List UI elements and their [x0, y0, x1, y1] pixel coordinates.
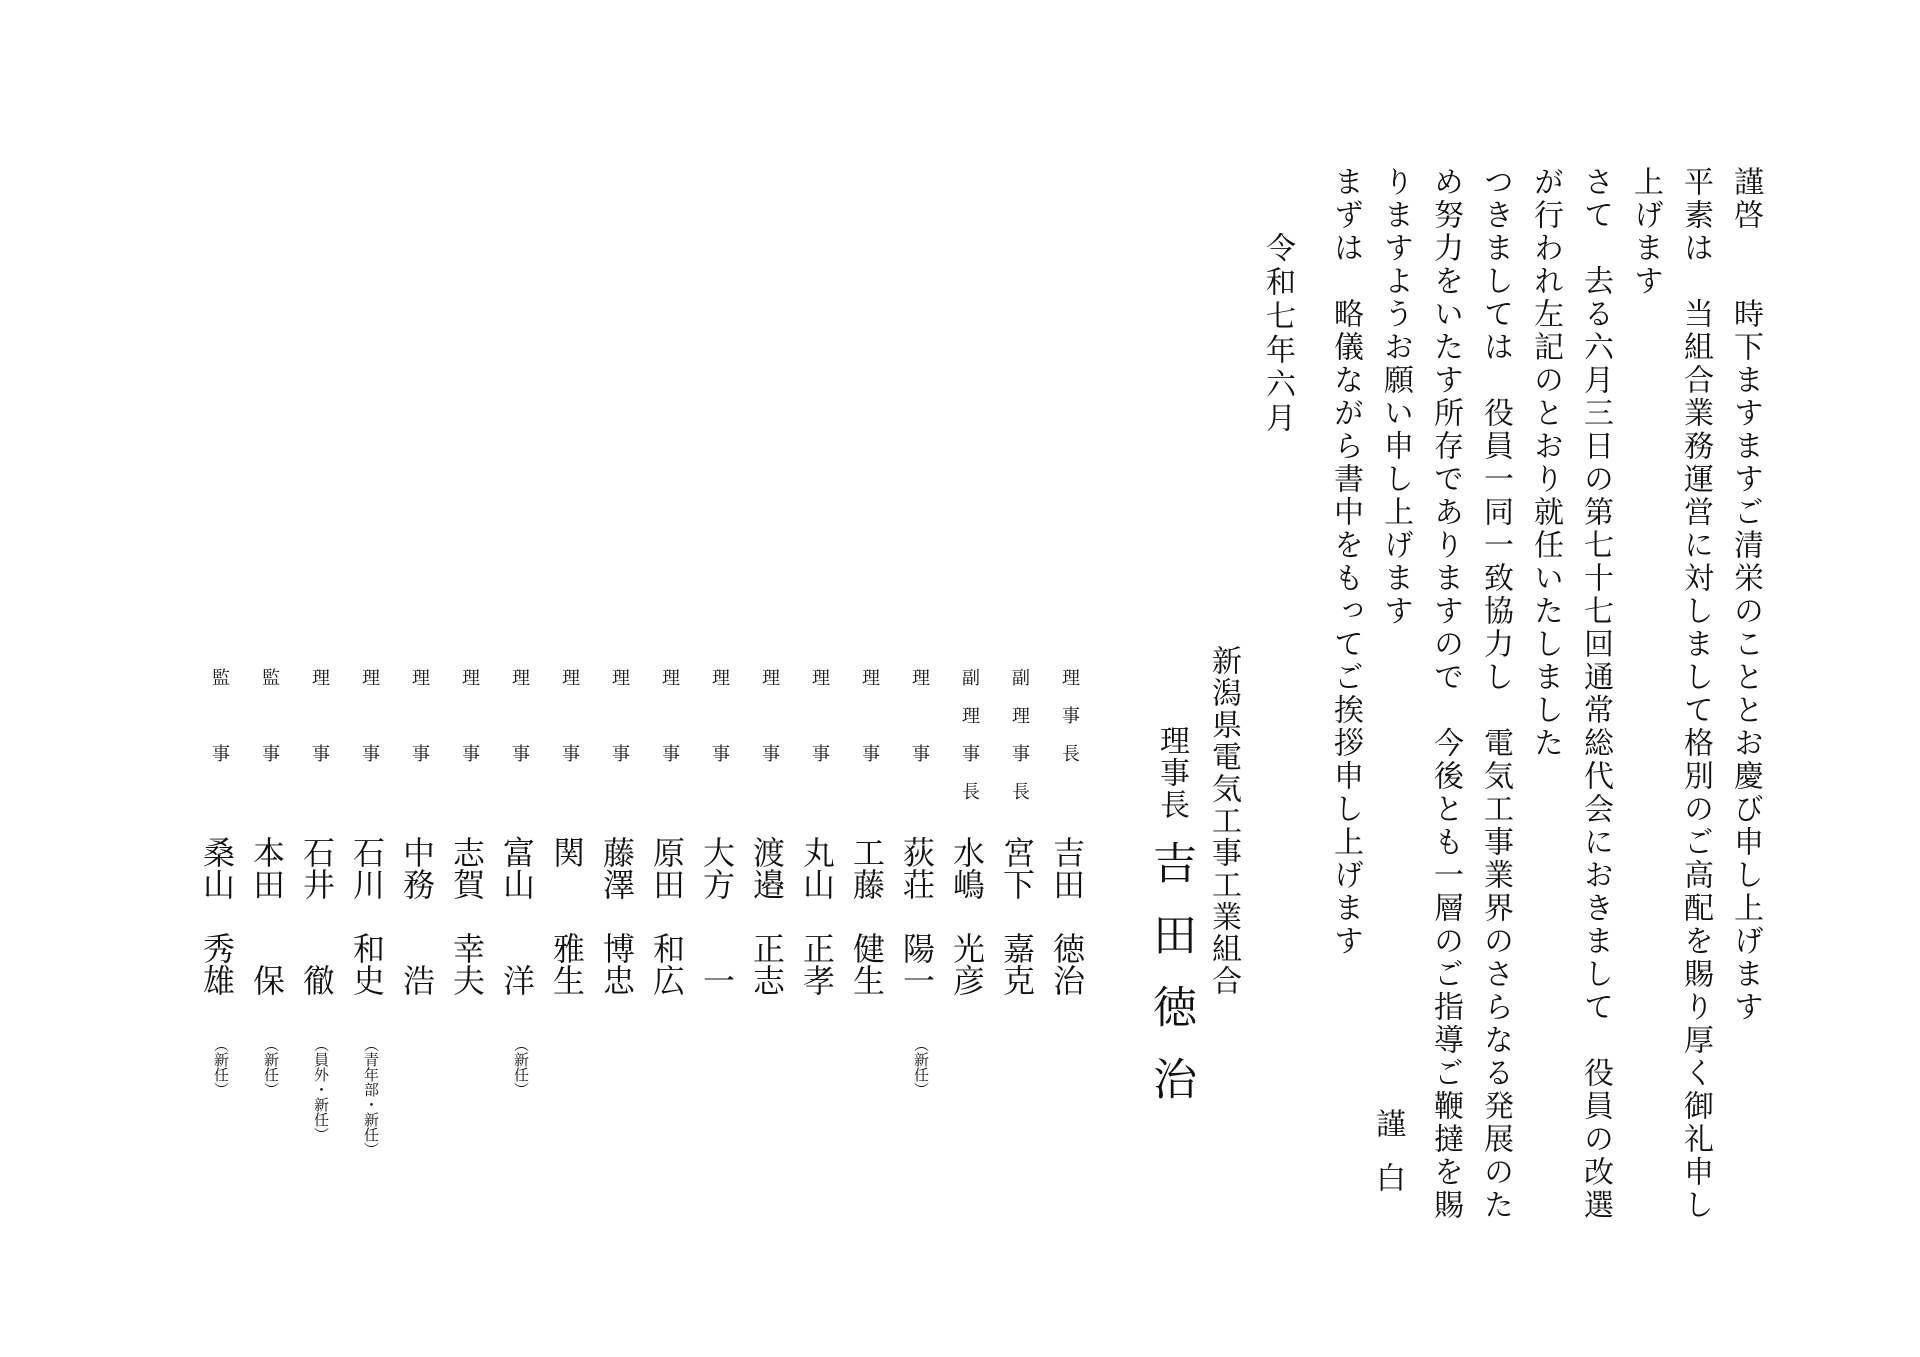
officer-entry — [848, 668, 898, 1188]
officer-title: 理 事 — [659, 668, 680, 782]
officer-entry — [1048, 668, 1098, 1188]
officer-name: 中務 浩 — [398, 836, 436, 996]
officer-note: （新任） — [512, 1037, 530, 1097]
officer-title: 監 事 — [209, 668, 230, 782]
officer-title: 副理事長 — [1009, 668, 1030, 820]
officer-note: （新任） — [912, 1037, 930, 1097]
officer-name: 宮下 嘉克 — [998, 836, 1036, 996]
officer-entry — [798, 668, 848, 1188]
officer-entry — [348, 668, 398, 1188]
officer-title: 理 事 — [709, 668, 730, 782]
officer-entry — [548, 668, 598, 1188]
officer-name: 工藤 健生 — [848, 836, 886, 996]
officer-name: 水嶋 光彦 — [948, 836, 986, 996]
officer-name: 志賀 幸夫 — [448, 836, 486, 996]
officer-entry — [598, 668, 648, 1188]
officer-name: 荻荘 陽一 — [898, 836, 936, 996]
officer-name: 大方 一 — [698, 836, 736, 996]
officer-name: 富山 洋 — [498, 836, 536, 996]
officer-title: 理 事 — [559, 668, 580, 782]
officer-note: （員外・新任） — [312, 1037, 330, 1142]
officer-entry — [248, 668, 298, 1188]
letter-line: さて 去る六月三日の第七十七回通常総代会におきまして 役員の改選 — [1578, 166, 1613, 1222]
officer-entry — [498, 668, 548, 1188]
officer-title: 副理事長 — [959, 668, 980, 820]
officer-entry — [648, 668, 698, 1188]
officer-entry — [748, 668, 798, 1188]
officer-name: 本田 保 — [248, 836, 286, 996]
officer-name: 関 雅生 — [548, 836, 586, 996]
closing-phrase: 謹白 — [1370, 1108, 1405, 1216]
letter-line: 謹啓 時下ますますご清栄のこととお慶び申し上げます — [1728, 166, 1763, 1024]
officer-title: 理 事 — [609, 668, 630, 782]
officer-title: 理 事 — [809, 668, 830, 782]
officer-name: 桑山 秀雄 — [198, 836, 236, 996]
officer-name: 原田 和広 — [648, 836, 686, 996]
officer-entry — [398, 668, 448, 1188]
letter-line: 上げます — [1628, 166, 1663, 298]
president-name: 吉田徳治 — [1145, 840, 1196, 1128]
organization-name: 新潟県電気工事工業組合 — [1206, 645, 1241, 997]
officer-title: 理 事 — [459, 668, 480, 782]
officer-entry — [448, 668, 498, 1188]
president-title: 理事長 — [1154, 725, 1189, 821]
officer-name: 石井 徹 — [298, 836, 336, 996]
date: 令和七年六月 — [1260, 232, 1295, 436]
officer-title: 理 事 — [359, 668, 380, 782]
officer-title: 理 事 — [759, 668, 780, 782]
officer-name: 丸山 正孝 — [798, 836, 836, 996]
officer-name: 吉田 徳治 — [1048, 836, 1086, 996]
letter-line: りますようお願い申し上げます — [1378, 166, 1413, 628]
officer-note: （新任） — [262, 1037, 280, 1097]
officer-entry — [998, 668, 1048, 1188]
letter-line: まずは 略儀ながら書中をもってご挨拶申し上げます — [1328, 166, 1363, 958]
letter-line: 平素は 当組合業務運営に対しまして格別のご高配を賜り厚く御礼申し — [1678, 166, 1713, 1222]
officer-title: 理 事 — [309, 668, 330, 782]
officer-name: 渡邉 正志 — [748, 836, 786, 996]
officer-name: 石川 和史 — [348, 836, 386, 996]
officer-entry — [898, 668, 948, 1188]
officer-entry — [198, 668, 248, 1188]
officer-title: 監 事 — [259, 668, 280, 782]
letter-line: つきましては 役員一同一致協力し 電気工事業界のさらなる発展のた — [1478, 166, 1513, 1222]
letter-line: が行われ左記のとおり就任いたしました — [1528, 166, 1563, 760]
officer-title: 理事長 — [1059, 668, 1080, 782]
officer-title: 理 事 — [409, 668, 430, 782]
officer-title: 理 事 — [509, 668, 530, 782]
officer-entry — [698, 668, 748, 1188]
officer-title: 理 事 — [859, 668, 880, 782]
officer-note: （新任） — [212, 1037, 230, 1097]
officer-entry — [298, 668, 348, 1188]
officer-entry — [948, 668, 998, 1188]
officer-note: （青年部・新任） — [362, 1037, 380, 1157]
officer-title: 理 事 — [909, 668, 930, 782]
letter-line: め努力をいたす所存でありますので 今後とも一層のご指導ご鞭撻を賜 — [1428, 166, 1463, 1222]
officer-name: 藤澤 博忠 — [598, 836, 636, 996]
